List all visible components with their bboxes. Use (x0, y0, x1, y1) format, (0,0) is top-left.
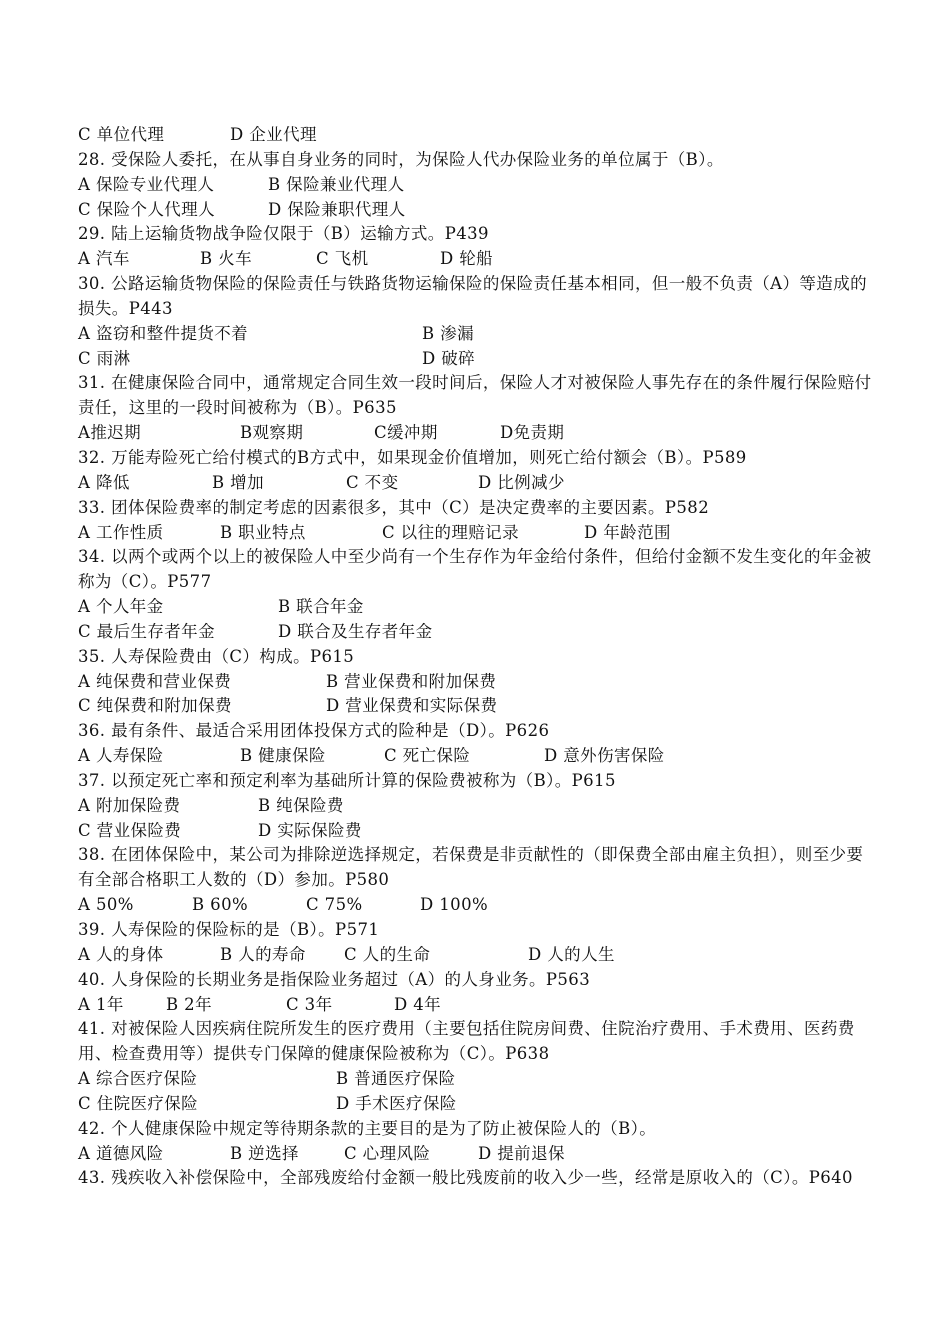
answer-option: D 营业保费和实际保费 (326, 696, 498, 716)
answer-options-row (78, 521, 878, 546)
question-text: 37. 以预定死亡率和预定利率为基础所计算的保险费被称为（B）。P615 (78, 770, 616, 790)
answer-option: A 人寿保险 (78, 746, 164, 766)
answer-option: C 纯保费和附加保费 (78, 696, 232, 716)
answer-options-row (78, 471, 878, 496)
question-text: 40. 人身保险的长期业务是指保险业务超过（A）的人身业务。P563 (78, 969, 591, 989)
answer-option: A 附加保险费 (78, 795, 181, 815)
question-text: 35. 人寿保险费由（C）构成。P615 (78, 646, 355, 666)
answer-option: C 单位代理 (78, 125, 165, 144)
answer-option: C 3年 (286, 994, 333, 1014)
answer-option: C 雨淋 (78, 348, 131, 368)
answer-option: C 以往的理赔记录 (382, 522, 519, 542)
answer-option: A 50% (78, 895, 134, 915)
answer-option: A 工作性质 (78, 522, 164, 542)
answer-option: D 提前退保 (478, 1143, 565, 1163)
answer-options-row (78, 247, 878, 272)
answer-option: A 汽车 (78, 249, 130, 269)
answer-option: D 意外伤害保险 (544, 746, 665, 766)
answer-options-row (78, 1067, 878, 1092)
answer-option: C 75% (306, 895, 363, 915)
answer-option: D 实际保险费 (258, 820, 362, 840)
answer-option: D 手术医疗保险 (336, 1093, 457, 1113)
answer-option: C 飞机 (316, 249, 369, 269)
answer-option: A推迟期 (78, 423, 142, 443)
answer-option: B 保险兼业代理人 (268, 174, 405, 194)
answer-option: D 年龄范围 (584, 522, 671, 542)
answer-option: C 营业保险费 (78, 820, 182, 840)
answer-option: B 营业保费和附加保费 (326, 671, 497, 691)
answer-options-row (78, 198, 878, 223)
answer-options-row (78, 595, 878, 620)
answer-option: B 增加 (212, 472, 264, 492)
answer-option: D 保险兼职代理人 (268, 199, 406, 219)
question-text: 30. 公路运输货物保险的保险责任与铁路货物运输保险的保险责任基本相同，但一般不负责（A）等造成的损失。P443 (78, 274, 868, 318)
answer-options-row (78, 421, 878, 446)
answer-option: A 1年 (78, 994, 124, 1014)
question-text: 33. 团体保险费率的制定考虑的因素很多，其中（C）是决定费率的主要因素。P582 (78, 497, 710, 517)
question-text: 36. 最有条件、最适合采用团体投保方式的险种是（D）。P626 (78, 721, 550, 741)
answer-options-row (78, 993, 878, 1018)
answer-option: A 综合医疗保险 (78, 1069, 198, 1089)
answer-options-row (78, 347, 878, 372)
answer-option: D 企业代理 (230, 125, 317, 144)
answer-option: B观察期 (240, 423, 304, 443)
answer-option: A 保险专业代理人 (78, 174, 215, 194)
answer-options-row (78, 794, 878, 819)
answer-option: C 人的生命 (344, 944, 431, 964)
answer-option: C 不变 (346, 472, 399, 492)
question-text: 39. 人寿保险的保险标的是（B）。P571 (78, 920, 380, 939)
answer-option: B 职业特点 (220, 522, 306, 542)
question-text: 31. 在健康保险合同中，通常规定合同生效一段时间后，保险人才对被保险人事先存在的条件履行保险赔付责任，这里的一段时间被称为（B）。P635 (78, 373, 872, 418)
answer-option: D 联合及生存者年金 (278, 621, 433, 641)
answer-option: C 住院医疗保险 (78, 1093, 199, 1113)
answer-option: C 保险个人代理人 (78, 199, 215, 219)
answer-option: A 盗窃和整件提货不着 (78, 323, 249, 343)
answer-option: C 心理风险 (344, 1143, 431, 1163)
answer-option: B 健康保险 (240, 746, 326, 766)
answer-option: B 渗漏 (422, 323, 474, 343)
answer-options-row (78, 943, 878, 968)
answer-option: B 60% (192, 895, 249, 915)
answer-option: D 比例减少 (478, 472, 565, 492)
answer-option: D 100% (420, 895, 489, 915)
question-text: 29. 陆上运输货物战争险仅限于（B）运输方式。P439 (78, 224, 489, 244)
question-text: 28. 受保险人委托，在从事自身业务的同时，为保险人代办保险业务的单位属于（B）。 (78, 149, 724, 169)
answer-option: B 火车 (200, 249, 252, 269)
answer-option: C 最后生存者年金 (78, 621, 215, 641)
answer-options-row (78, 893, 878, 918)
answer-options-row (78, 322, 878, 347)
answer-options-row (78, 1092, 878, 1117)
answer-options-row (78, 670, 878, 695)
answer-option: A 人的身体 (78, 944, 164, 964)
answer-option: C 死亡保险 (384, 746, 471, 766)
answer-option: B 普通医疗保险 (336, 1069, 456, 1089)
answer-option: C缓冲期 (374, 423, 438, 443)
answer-option: B 人的寿命 (220, 944, 306, 964)
document-page (78, 123, 878, 1191)
answer-option: A 道德风险 (78, 1143, 164, 1163)
answer-option: D免责期 (500, 423, 565, 443)
answer-options-row (78, 1142, 878, 1167)
answer-option: D 破碎 (422, 348, 476, 368)
answer-options-row (78, 744, 878, 769)
answer-option: A 个人年金 (78, 597, 164, 617)
answer-option: B 2年 (166, 994, 212, 1014)
answer-options-row (78, 620, 878, 645)
answer-options-row (78, 819, 878, 844)
answer-option: B 纯保险费 (258, 795, 344, 815)
question-text: 43. 残疾收入补偿保险中，全部残废给付金额一般比残废前的收入少一些，经常是原收入的（C）。P640 (78, 1168, 853, 1188)
answer-options-row (78, 123, 878, 148)
answer-options-row (78, 694, 878, 719)
question-text: 32. 万能寿险死亡给付模式的B方式中，如果现金价值增加，则死亡给付额会（B）。P589 (78, 447, 747, 467)
question-text: 38. 在团体保险中，某公司为排除逆选择规定，若保费是非贡献性的（即保费全部由雇主负担），则至少要有全部合格职工人数的（D）参加。P580 (78, 845, 864, 890)
answer-option: A 降低 (78, 472, 130, 492)
answer-options-row (78, 173, 878, 198)
answer-option: A 纯保费和营业保费 (78, 671, 232, 691)
answer-option: D 4年 (394, 994, 442, 1014)
answer-option: B 逆选择 (230, 1143, 299, 1163)
question-text: 42. 个人健康保险中规定等待期条款的主要目的是为了防止被保险人的（B）。 (78, 1118, 657, 1138)
answer-option: D 人的人生 (528, 944, 615, 964)
answer-option: B 联合年金 (278, 597, 364, 617)
answer-option: D 轮船 (440, 249, 494, 269)
question-text: 41. 对被保险人因疾病住院所发生的医疗费用（主要包括住院房间费、住院治疗费用、手术费用、医药费用、检查费用等）提供专门保障的健康保险被称为（C）。P638 (78, 1019, 855, 1064)
question-text: 34. 以两个或两个以上的被保险人中至少尚有一个生存作为年金给付条件，但给付金额不发生变化的年金被称为（C）。P577 (78, 547, 872, 592)
